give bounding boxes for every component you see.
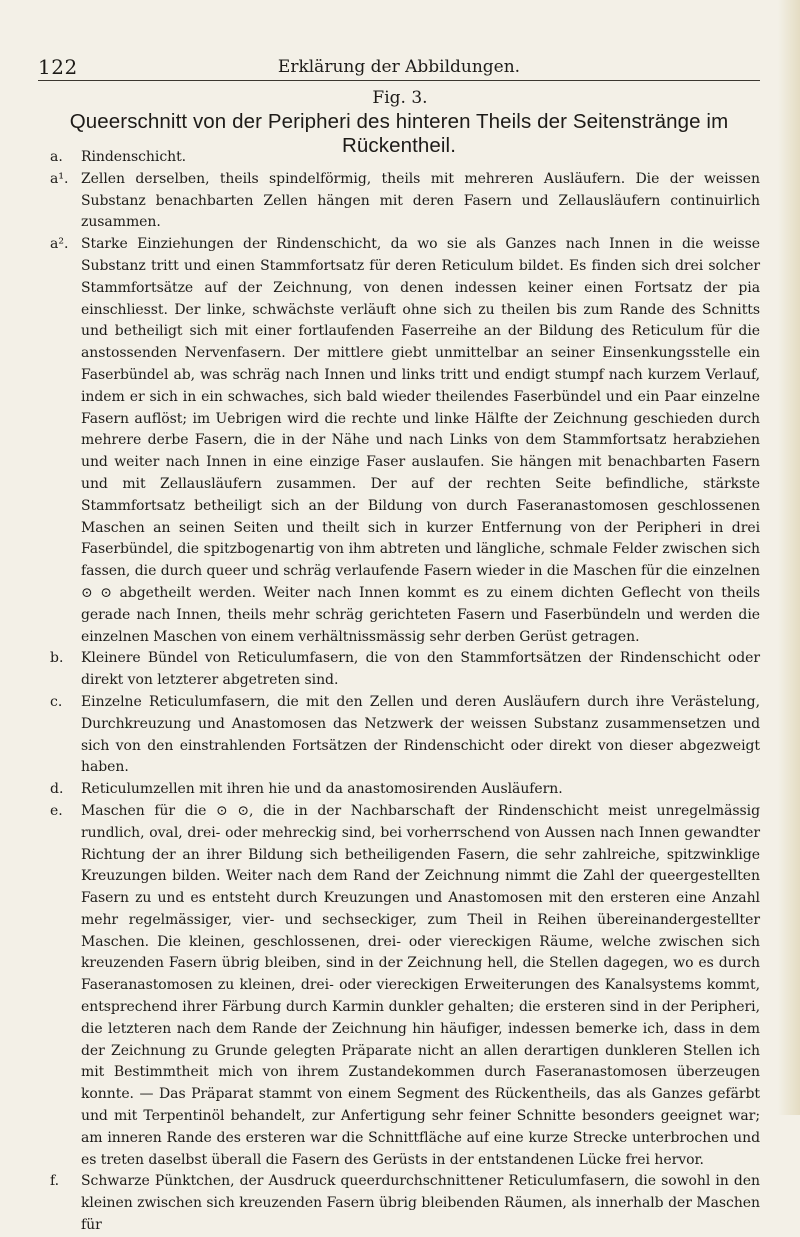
entry-label: e. (50, 802, 63, 819)
legend-entry (50, 648, 760, 692)
legend-entry (50, 801, 760, 1172)
running-head: Erklärung der Abbildungen. (277, 57, 521, 77)
page-edge-shadow (778, 0, 800, 1115)
entry-text: Maschen für die ⊙ ⊙, die in der Nachbarschaft der Rindenschicht meist unregelmässig rundlich, oval, drei- oder mehreckig sind, bei vorherrschend von Aussen nach Innen gewandter Richtung der an ihrer Bildung sich betheiligenden Fasern, die sehr zahlreiche, spitzwinklige Kreuzungen bilden. Weiter nach dem Rand der Zeichnung nimmt die Zahl der queergestellten Fasern zu und es entsteht durch Kreuzungen und Anastomosen mit den ersteren eine Anzahl mehr regelmässiger, vier- und sechseckiger, zum Theil in Reihen übereinandergestellter Maschen. Die kleinen, geschlossenen, drei- oder viereckigen Räume, welche zwischen sich kreuzenden Fasern übrig bleiben, sind in der Zeichnung hell, die Stellen dagegen, wo es durch Faseranastomosen zu kleinen, drei- oder viereckigen Erweiterungen des Kanalsystems kommt, entsprechend ihrer Färbung durch Karmin dunkler gehalten; die ersteren sind in der Peripheri, die letzteren nach dem Rande der Zeichnung hin häufiger, indessen bemerke ich, dass in dem der Zeichnung zu Grunde gelegten Präparate nicht an allen derartigen dunkleren Stellen ich mit Bestimmtheit mich von ihrem Zustandekommen durch Faseranastomosen überzeugen konnte. — Das Präparat stammt von einem Segment des Rückentheils, das als Ganzes gefärbt und mit Terpentinöl behandelt, zur Anfertigung sehr feiner Schnitte besonders geeignet war; am inneren Rande des ersteren war die Schnittfläche auf eine kurze Strecke unterbrochen und es treten daselbst überall die Fasern des Gerüsts in der entstandenen Lücke frei hervor. (81, 802, 760, 1168)
entry-label: c. (50, 693, 63, 710)
entry-text: Zellen derselben, theils spindelförmig, theils mit mehreren Ausläufern. Die der weissen Substanz benachbarten Zellen hängen mit deren Fasern und Zellausläufern continuirlich zusammen. (81, 170, 760, 231)
entry-label: a. (50, 149, 63, 165)
entry-text: Reticulumzellen mit ihren hie und da anastomosirenden Ausläufern. (81, 781, 563, 798)
figure-label: Fig. 3. (372, 88, 428, 108)
legend-entries (50, 147, 760, 1237)
entry-label: d. (50, 781, 64, 798)
entry-label: f. (50, 1173, 60, 1190)
header-rule (38, 80, 760, 81)
page-number: 122 (38, 55, 78, 79)
entry-text: Einzelne Reticulumfasern, die mit den Zellen und deren Ausläufern durch ihre Verästelung, Durchkreuzung und Anastomosen das Netzwerk der weissen Substanz zusammensetzen und sich von den einstrahlenden Fortsätzen der Rindenschicht oder direkt von dieser abgezweigt haben. (81, 693, 760, 776)
entry-label: b. (50, 650, 64, 667)
legend-entry (50, 234, 760, 648)
legend-entry (50, 147, 760, 169)
entry-text: Schwarze Pünktchen, der Ausdruck queerdurchschnittener Reticulumfasern, die sowohl in den kleinen zwischen sich kreuzenden Fasern übrig bleibenden Räumen, als innerhalb der Maschen für (81, 1173, 760, 1234)
entry-label: a². (50, 236, 69, 253)
entry-text: Starke Einziehungen der Rindenschicht, da wo sie als Ganzes nach Innen in die weisse Substanz tritt und einen Stammfortsatz für deren Reticulum bildet. Es finden sich drei solcher Stammfortsätze auf der Zeichnung, von denen indessen keiner einen Fortsatz der pia einschliesst. Der linke, schwächste verläuft ohne sich zu theilen bis zum Rande des Schnitts und betheiligt sich mit einer fortlaufenden Faserreihe an der Bildung des Reticulum für die anstossenden Nervenfasern. Der mittlere giebt unmittelbar an seiner Einsenkungsstelle ein Faserbündel ab, was schräg nach Innen und links tritt und endigt stumpf nach kurzem Verlauf, indem er sich in ein schwaches, sich bald wieder theilendes Faserbündel und ein Paar einzelne Fasern auflöst; im Uebrigen wird die rechte und linke Hälfte der Zeichnung geschieden durch mehrere derbe Fasern, die in der Nähe und nach Links von dem Stammfortsatz herabziehen und weiter nach Innen in eine einzige Faser auslaufen. Sie hängen mit benachbarten Fasern und mit Zellausläufern zusammen. Der auf der rechten Seite befindliche, stärkste Stammfortsatz betheiligt sich an der Bildung von durch Faseranastomosen geschlossenen Maschen an seinen Seiten und theilt sich in kurzer Entfernung von der Peripheri in drei Faserbündel, die spitzbogenartig von ihm abtreten und längliche, schmale Felder zwischen sich fassen, die durch queer und schräg verlaufende Fasern wieder in die Maschen für die einzelnen ⊙ ⊙ abgetheilt werden. Weiter nach Innen kommt es zu einem dichten Geflecht von theils gerade nach Innen, theils mehr schräg gerichteten Fasern und Faserbündeln und werden die einzelnen Maschen von einem verhältnissmässig sehr derben Gerüst getragen. (81, 236, 760, 645)
legend-entry (50, 1171, 760, 1236)
legend-entry (50, 692, 760, 779)
legend-entry (50, 779, 760, 801)
entry-text: Rindenschicht. (81, 149, 187, 165)
entry-label: a¹. (50, 170, 69, 187)
section-title: Queerschnitt von der Peripheri des hinteren Theils der Seitenstränge im Rückentheil. (69, 110, 729, 157)
legend-entry (50, 169, 760, 234)
entry-text: Kleinere Bündel von Reticulumfasern, die von den Stammfortsätzen der Rindenschicht oder direkt von letzterer abgetreten sind. (81, 650, 760, 689)
